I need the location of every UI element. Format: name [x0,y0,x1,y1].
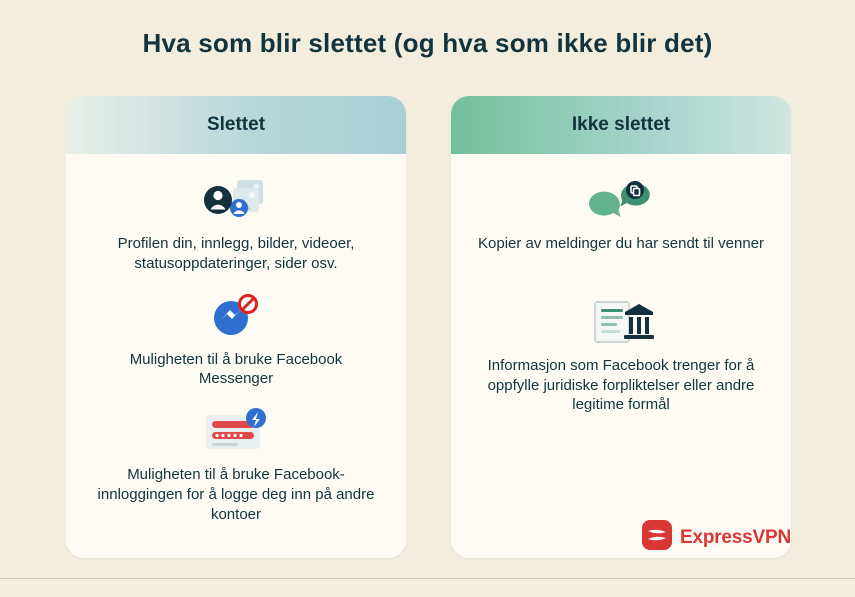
column-not-deleted-body [451,154,791,558]
page-title: Hva som blir slettet (og hva som ikke blir det) [142,28,713,58]
legal-document-icon [581,294,661,350]
footer-divider [0,578,855,579]
list-item-label: Kopier av meldinger du har sendt til venner [478,235,764,252]
column-deleted [66,96,406,558]
list-item [86,172,386,274]
expressvpn-logo-text: ExpressVPN [679,526,791,548]
column-not-deleted [451,96,791,558]
column-deleted-heading: Slettet [66,96,406,154]
list-item-label: Profilen din, innlegg, bilder, videoer, statusoppdateringer, sider osv. [117,235,355,272]
list-item [471,294,771,415]
column-not-deleted-heading: Ikke slettet [451,96,791,154]
profile-photos-icon [201,172,271,228]
list-item-label: Muligheten til å bruke Facebook-innloggingen for å logge deg inn på andre kontoer [97,466,375,523]
chat-copy-icon [583,172,659,228]
column-deleted-body [66,154,406,558]
list-item-label: Muligheten til å bruke Facebook Messenger [129,350,343,388]
list-item [86,288,386,390]
comparison-columns [66,96,791,558]
list-item [86,403,386,524]
list-item [471,172,771,254]
expressvpn-logo [642,520,791,555]
messenger-blocked-icon [201,288,271,344]
login-credentials-icon [194,403,278,459]
list-item-label: Informasjon som Facebook trenger for å oppfylle juridiske forpliktelser eller andre legitime formål [487,356,755,414]
expressvpn-logo-icon [642,520,672,555]
